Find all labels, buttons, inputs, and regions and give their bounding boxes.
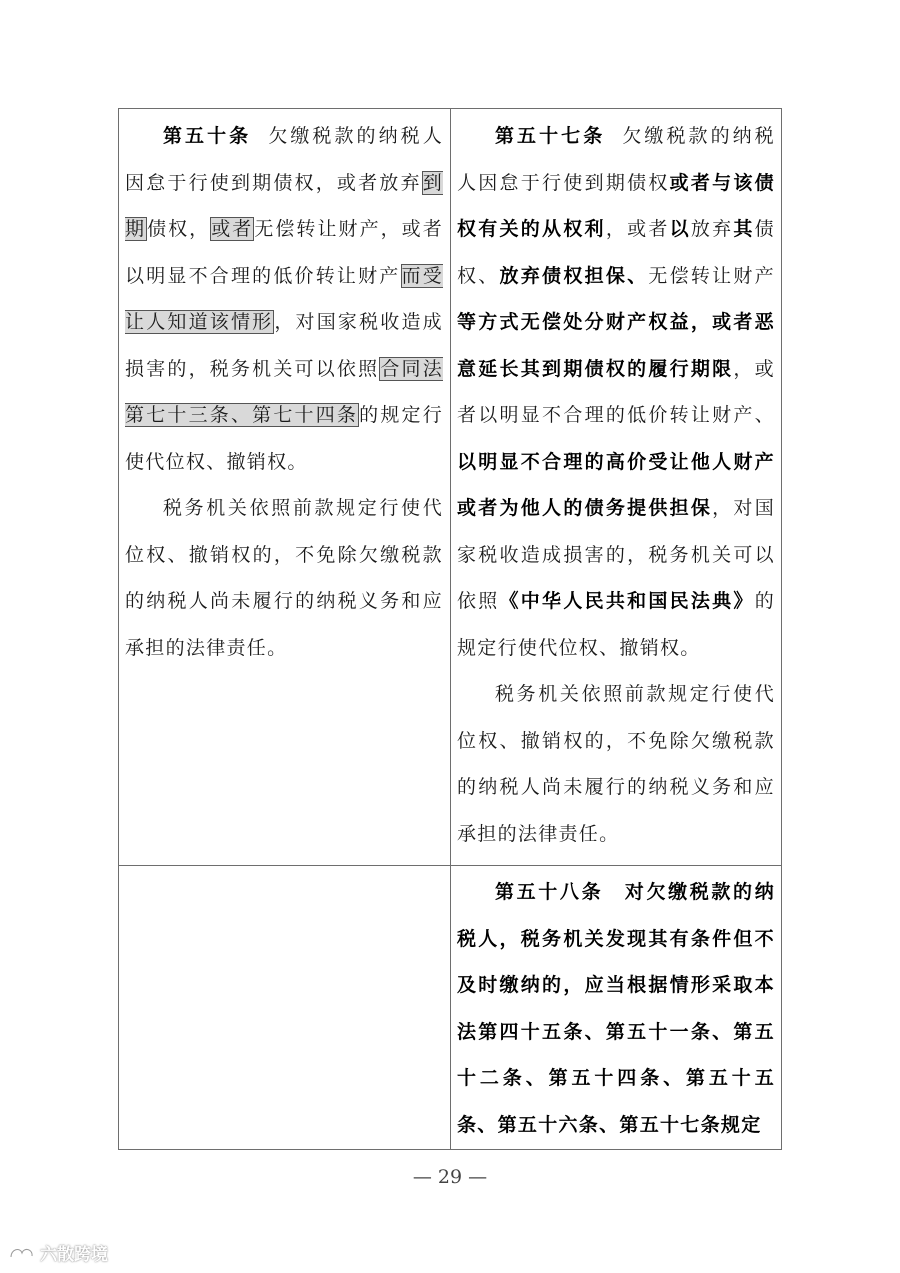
new-article-58-cell xyxy=(457,869,775,1148)
added-text: 以明显不合理的高价受让他人财产或者为他人的债务提供担保 xyxy=(457,450,775,519)
old-law-cell xyxy=(125,113,443,671)
watermark-logo xyxy=(8,1240,108,1265)
column-divider xyxy=(450,109,451,1149)
article-title: 第五十条 xyxy=(163,125,252,147)
added-text: 或者与该债权有关的从权利 xyxy=(457,171,775,240)
watermark-text: 六散跨境 xyxy=(40,1245,108,1265)
added-text: 等方式无偿处分财产权益，或者恶意延长其到期债权的履行期限 xyxy=(457,311,775,380)
old-article-50-paragraph-2: 税务机关依照前款规定行使代位权、撤销权的，不免除欠缴税款的纳税人尚未履行的纳税义务和应承担的法律责任。 xyxy=(125,497,443,659)
new-article-57-paragraph-2: 税务机关依照前款规定行使代位权、撤销权的，不免除欠缴税款的纳税人尚未履行的纳税义务和应承担的法律责任。 xyxy=(457,683,775,845)
watermark-icon xyxy=(8,1243,36,1263)
new-article-57-paragraph-1: 第五十七条 欠缴税款的纳税人因怠于行使到期债权或者与该债权有关的从权利，或者以放弃其债权、放弃债权担保、无偿转让财产等方式无偿处分财产权益，或者恶意延长其到期债权的履行期限，或者以明显不合理的低价转让财产、以明显不合理的高价受让他人财产或者为他人的债务提供担保，对国家税收造成损害的，税务机关可以依照《中华人民共和国民法典》的规定行使代位权、撤销权。 xyxy=(457,125,775,659)
comparison-table xyxy=(118,108,782,1150)
added-text: 放弃债权担保、 xyxy=(499,264,649,287)
deleted-text-highlight: 合同法第七十三条、第七十四条 xyxy=(125,357,443,426)
row-divider xyxy=(119,865,781,866)
added-text: 以 xyxy=(669,218,691,240)
article-title: 第五十七条 xyxy=(495,125,606,147)
deleted-text-highlight: 而受让人知道该情形 xyxy=(125,264,443,333)
deleted-text-highlight: 或者 xyxy=(211,218,254,240)
new-law-cell xyxy=(457,113,775,857)
deleted-text-highlight: 到期 xyxy=(125,171,443,240)
added-text: 《中华人民共和国民法典》 xyxy=(499,590,755,612)
new-article-58-paragraph: 第五十八条 对欠缴税款的纳税人，税务机关发现其有条件但不及时缴纳的，应当根据情形采取本法第四十五条、第五十一条、第五十二条、第五十四条、第五十五条、第五十六条、第五十七条规定 xyxy=(457,881,775,1136)
old-article-50-paragraph-1: 第五十条 欠缴税款的纳税人因怠于行使到期债权，或者放弃到期债权，或者无偿转让财产，或者以明显不合理的低价转让财产而受让人知道该情形，对国家税收造成损害的，税务机关可以依照合同法第七十三条、第七十四条的规定行使代位权、撤销权。 xyxy=(125,125,444,473)
page-number: — 29 — xyxy=(412,1166,488,1188)
added-text: 其 xyxy=(733,218,755,240)
